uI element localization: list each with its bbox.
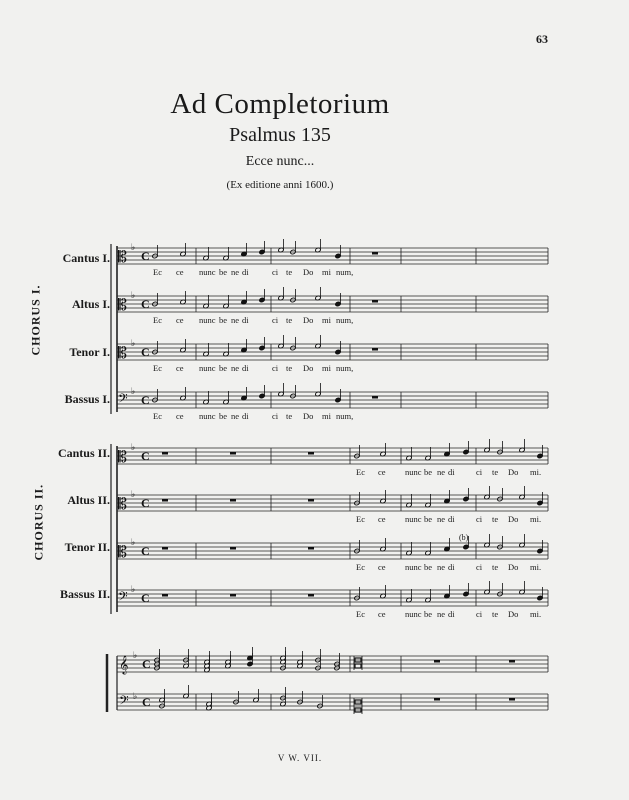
lyric-chorus-2-part-3-syllable: ci xyxy=(476,562,483,572)
lyric-chorus-1-part-3-syllable: Do xyxy=(303,363,314,373)
lyric-chorus-1-part-4-syllable: ne xyxy=(231,411,240,421)
incipit-text: Ecce nunc... xyxy=(245,154,315,169)
lyric-chorus-2-part-4-syllable: ci xyxy=(476,609,483,619)
part-label-bassus-1: Bassus I. xyxy=(64,392,110,406)
rest-mark xyxy=(308,452,314,455)
flat-icon: ♭ xyxy=(131,291,136,301)
lyric-chorus-2-part-3-syllable: nunc xyxy=(405,562,422,572)
lyric-chorus-1-part-2-syllable: nunc xyxy=(199,315,216,325)
part-label-tenor-1: Tenor I. xyxy=(69,345,110,359)
piece-subtitle: Psalmus 135 xyxy=(229,124,331,146)
lyric-chorus-2-part-3-syllable: ne xyxy=(437,562,446,572)
lyric-chorus-1-part-1-syllable: mi xyxy=(322,267,331,277)
lyric-chorus-2-part-2-syllable: di xyxy=(448,514,455,524)
lyric-chorus-2-part-3-syllable: Ec xyxy=(356,562,365,572)
part-label-altus-2: Altus II. xyxy=(67,493,110,507)
chorus-2-label: CHORUS II. xyxy=(31,483,46,561)
lyric-chorus-2-part-1-syllable: mi. xyxy=(530,467,542,477)
lyric-chorus-2-part-2-syllable: ne xyxy=(437,514,446,524)
rest-mark xyxy=(230,547,236,550)
time-signature: C xyxy=(142,657,151,671)
lyric-chorus-1-part-4-syllable: ce xyxy=(176,411,184,421)
c-clef-icon: 𝄡 xyxy=(118,295,127,314)
chorus-1-label: CHORUS I. xyxy=(28,284,43,356)
flat-icon: ♭ xyxy=(131,243,136,253)
lyric-chorus-2-part-2-syllable: nunc xyxy=(405,514,422,524)
time-signature: C xyxy=(141,297,150,311)
lyric-chorus-2-part-3-syllable: Do xyxy=(508,562,519,572)
lyric-chorus-1-part-1-syllable: be xyxy=(219,267,228,277)
flat-icon: ♭ xyxy=(133,692,138,702)
rest-mark xyxy=(434,698,440,701)
rest-mark xyxy=(162,499,168,502)
lyric-chorus-1-part-3-syllable: te xyxy=(286,363,293,373)
rest-mark xyxy=(372,300,378,303)
lyric-chorus-1-part-2-syllable: ci xyxy=(272,315,279,325)
lyric-chorus-2-part-4-syllable: Ec xyxy=(356,609,365,619)
lyric-chorus-1-part-3-syllable: nunc xyxy=(199,363,216,373)
lyric-chorus-1-part-2-syllable: Ec xyxy=(153,315,162,325)
lyric-chorus-1-part-3-syllable: ci xyxy=(272,363,279,373)
page-footer: V W. VII. xyxy=(277,753,323,763)
lyric-chorus-2-part-2-syllable: Ec xyxy=(356,514,365,524)
lyric-chorus-2-part-4-syllable: ne xyxy=(437,609,446,619)
lyric-chorus-2-part-1-syllable: ne xyxy=(437,467,446,477)
lyric-chorus-1-part-1-syllable: nunc xyxy=(199,267,216,277)
rest-mark xyxy=(230,594,236,597)
lyric-chorus-1-part-2-syllable: be xyxy=(219,315,228,325)
lyric-chorus-2-part-1-syllable: te xyxy=(492,467,499,477)
lyric-chorus-1-part-2-syllable: di xyxy=(242,315,249,325)
lyric-chorus-1-part-1-syllable: di xyxy=(242,267,249,277)
time-signature: C xyxy=(141,449,150,463)
lyric-chorus-2-part-2-syllable: ce xyxy=(378,514,386,524)
lyric-chorus-1-part-4-syllable: te xyxy=(286,411,293,421)
lyric-chorus-1-part-3-syllable: Ec xyxy=(153,363,162,373)
part-label-cantus-1: Cantus I. xyxy=(62,251,110,265)
flat-icon: ♭ xyxy=(131,490,136,500)
breve-note xyxy=(355,664,361,668)
lyric-chorus-2-part-2-syllable: Do xyxy=(508,514,519,524)
lyric-chorus-2-part-4-syllable: be xyxy=(424,609,433,619)
lyric-chorus-2-part-2-syllable: ci xyxy=(476,514,483,524)
lyric-chorus-1-part-4-syllable: num, xyxy=(336,411,354,421)
time-signature: C xyxy=(142,695,151,709)
time-signature: C xyxy=(141,345,150,359)
rest-mark xyxy=(162,547,168,550)
lyric-chorus-2-part-1-syllable: ce xyxy=(378,467,386,477)
rest-mark xyxy=(308,594,314,597)
lyric-chorus-1-part-1-syllable: num, xyxy=(336,267,354,277)
c-clef-icon: 𝄡 xyxy=(118,494,127,513)
part-label-tenor-2: Tenor II. xyxy=(64,540,110,554)
bass-clef-icon: 𝄢 xyxy=(118,391,128,409)
lyric-chorus-2-part-2-syllable: be xyxy=(424,514,433,524)
lyric-chorus-1-part-4-syllable: Ec xyxy=(153,411,162,421)
rest-mark xyxy=(230,452,236,455)
rest-mark xyxy=(308,547,314,550)
rest-mark xyxy=(372,252,378,255)
lyric-chorus-2-part-4-syllable: mi. xyxy=(530,609,542,619)
c-clef-icon: 𝄡 xyxy=(118,343,127,362)
piece-title: Ad Completorium xyxy=(170,88,390,120)
lyric-chorus-1-part-3-syllable: di xyxy=(242,363,249,373)
lyric-chorus-1-part-3-syllable: mi xyxy=(322,363,331,373)
time-signature: C xyxy=(141,544,150,558)
flat-icon: ♭ xyxy=(133,651,138,661)
lyric-chorus-2-part-2-syllable: te xyxy=(492,514,499,524)
lyric-chorus-2-part-1-syllable: Ec xyxy=(356,467,365,477)
c-clef-icon: 𝄡 xyxy=(118,542,127,561)
lyric-chorus-1-part-3-syllable: num, xyxy=(336,363,354,373)
flat-icon: ♭ xyxy=(131,387,136,397)
lyric-chorus-1-part-4-syllable: ci xyxy=(272,411,279,421)
source-note: (Ex editione anni 1600.) xyxy=(226,179,334,191)
bass-clef-icon: 𝄢 xyxy=(119,693,129,711)
part-label-altus-1: Altus I. xyxy=(71,297,110,311)
rest-mark xyxy=(509,698,515,701)
lyric-chorus-2-part-3-syllable: mi. xyxy=(530,562,542,572)
rest-mark xyxy=(162,452,168,455)
rest-mark xyxy=(162,594,168,597)
lyric-chorus-1-part-1-syllable: te xyxy=(286,267,293,277)
lyric-chorus-2-part-1-syllable: Do xyxy=(508,467,519,477)
lyric-chorus-1-part-2-syllable: ne xyxy=(231,315,240,325)
lyric-chorus-2-part-3-syllable: te xyxy=(492,562,499,572)
lyric-chorus-1-part-4-syllable: be xyxy=(219,411,228,421)
rest-mark xyxy=(509,660,515,663)
lyric-chorus-1-part-2-syllable: te xyxy=(286,315,293,325)
page-number: 63 xyxy=(536,32,548,46)
lyric-chorus-2-part-2-syllable: mi. xyxy=(530,514,542,524)
lyric-chorus-1-part-1-syllable: ce xyxy=(176,267,184,277)
lyric-chorus-1-part-4-syllable: nunc xyxy=(199,411,216,421)
lyric-chorus-2-part-3-syllable: di xyxy=(448,562,455,572)
lyric-chorus-2-part-1-syllable: ci xyxy=(476,467,483,477)
lyric-chorus-1-part-2-syllable: Do xyxy=(303,315,314,325)
rest-mark xyxy=(372,348,378,351)
lyric-chorus-1-part-4-syllable: Do xyxy=(303,411,314,421)
part-label-cantus-2: Cantus II. xyxy=(57,446,110,460)
lyric-chorus-2-part-4-syllable: nunc xyxy=(405,609,422,619)
c-clef-icon: 𝄡 xyxy=(118,447,127,466)
lyric-chorus-2-part-1-syllable: di xyxy=(448,467,455,477)
flat-icon: ♭ xyxy=(131,538,136,548)
time-signature: C xyxy=(141,496,150,510)
rest-mark xyxy=(308,499,314,502)
lyric-chorus-2-part-3-syllable: ce xyxy=(378,562,386,572)
lyric-chorus-1-part-3-syllable: ne xyxy=(231,363,240,373)
lyric-chorus-1-part-2-syllable: num, xyxy=(336,315,354,325)
editorial-mark: (b) xyxy=(459,533,469,542)
lyric-chorus-2-part-4-syllable: te xyxy=(492,609,499,619)
rest-mark xyxy=(230,499,236,502)
lyric-chorus-1-part-1-syllable: ci xyxy=(272,267,279,277)
lyric-chorus-2-part-4-syllable: Do xyxy=(508,609,519,619)
c-clef-icon: 𝄡 xyxy=(118,247,127,266)
lyric-chorus-1-part-3-syllable: be xyxy=(219,363,228,373)
lyric-chorus-2-part-4-syllable: ce xyxy=(378,609,386,619)
lyric-chorus-2-part-1-syllable: be xyxy=(424,467,433,477)
treble-clef-icon: 𝄞 xyxy=(119,655,129,674)
lyric-chorus-1-part-1-syllable: Do xyxy=(303,267,314,277)
flat-icon: ♭ xyxy=(131,339,136,349)
part-label-bassus-2: Bassus II. xyxy=(59,587,110,601)
lyric-chorus-2-part-4-syllable: di xyxy=(448,609,455,619)
lyric-chorus-2-part-1-syllable: nunc xyxy=(405,467,422,477)
time-signature: C xyxy=(141,249,150,263)
time-signature: C xyxy=(141,591,150,605)
lyric-chorus-1-part-2-syllable: mi xyxy=(322,315,331,325)
lyric-chorus-1-part-1-syllable: ne xyxy=(231,267,240,277)
rest-mark xyxy=(434,660,440,663)
lyric-chorus-1-part-2-syllable: ce xyxy=(176,315,184,325)
lyric-chorus-1-part-4-syllable: di xyxy=(242,411,249,421)
flat-icon: ♭ xyxy=(131,443,136,453)
lyric-chorus-2-part-3-syllable: be xyxy=(424,562,433,572)
rest-mark xyxy=(372,396,378,399)
lyric-chorus-1-part-3-syllable: ce xyxy=(176,363,184,373)
time-signature: C xyxy=(141,393,150,407)
bass-clef-icon: 𝄢 xyxy=(118,589,128,607)
flat-icon: ♭ xyxy=(131,585,136,595)
lyric-chorus-1-part-4-syllable: mi xyxy=(322,411,331,421)
lyric-chorus-1-part-1-syllable: Ec xyxy=(153,267,162,277)
